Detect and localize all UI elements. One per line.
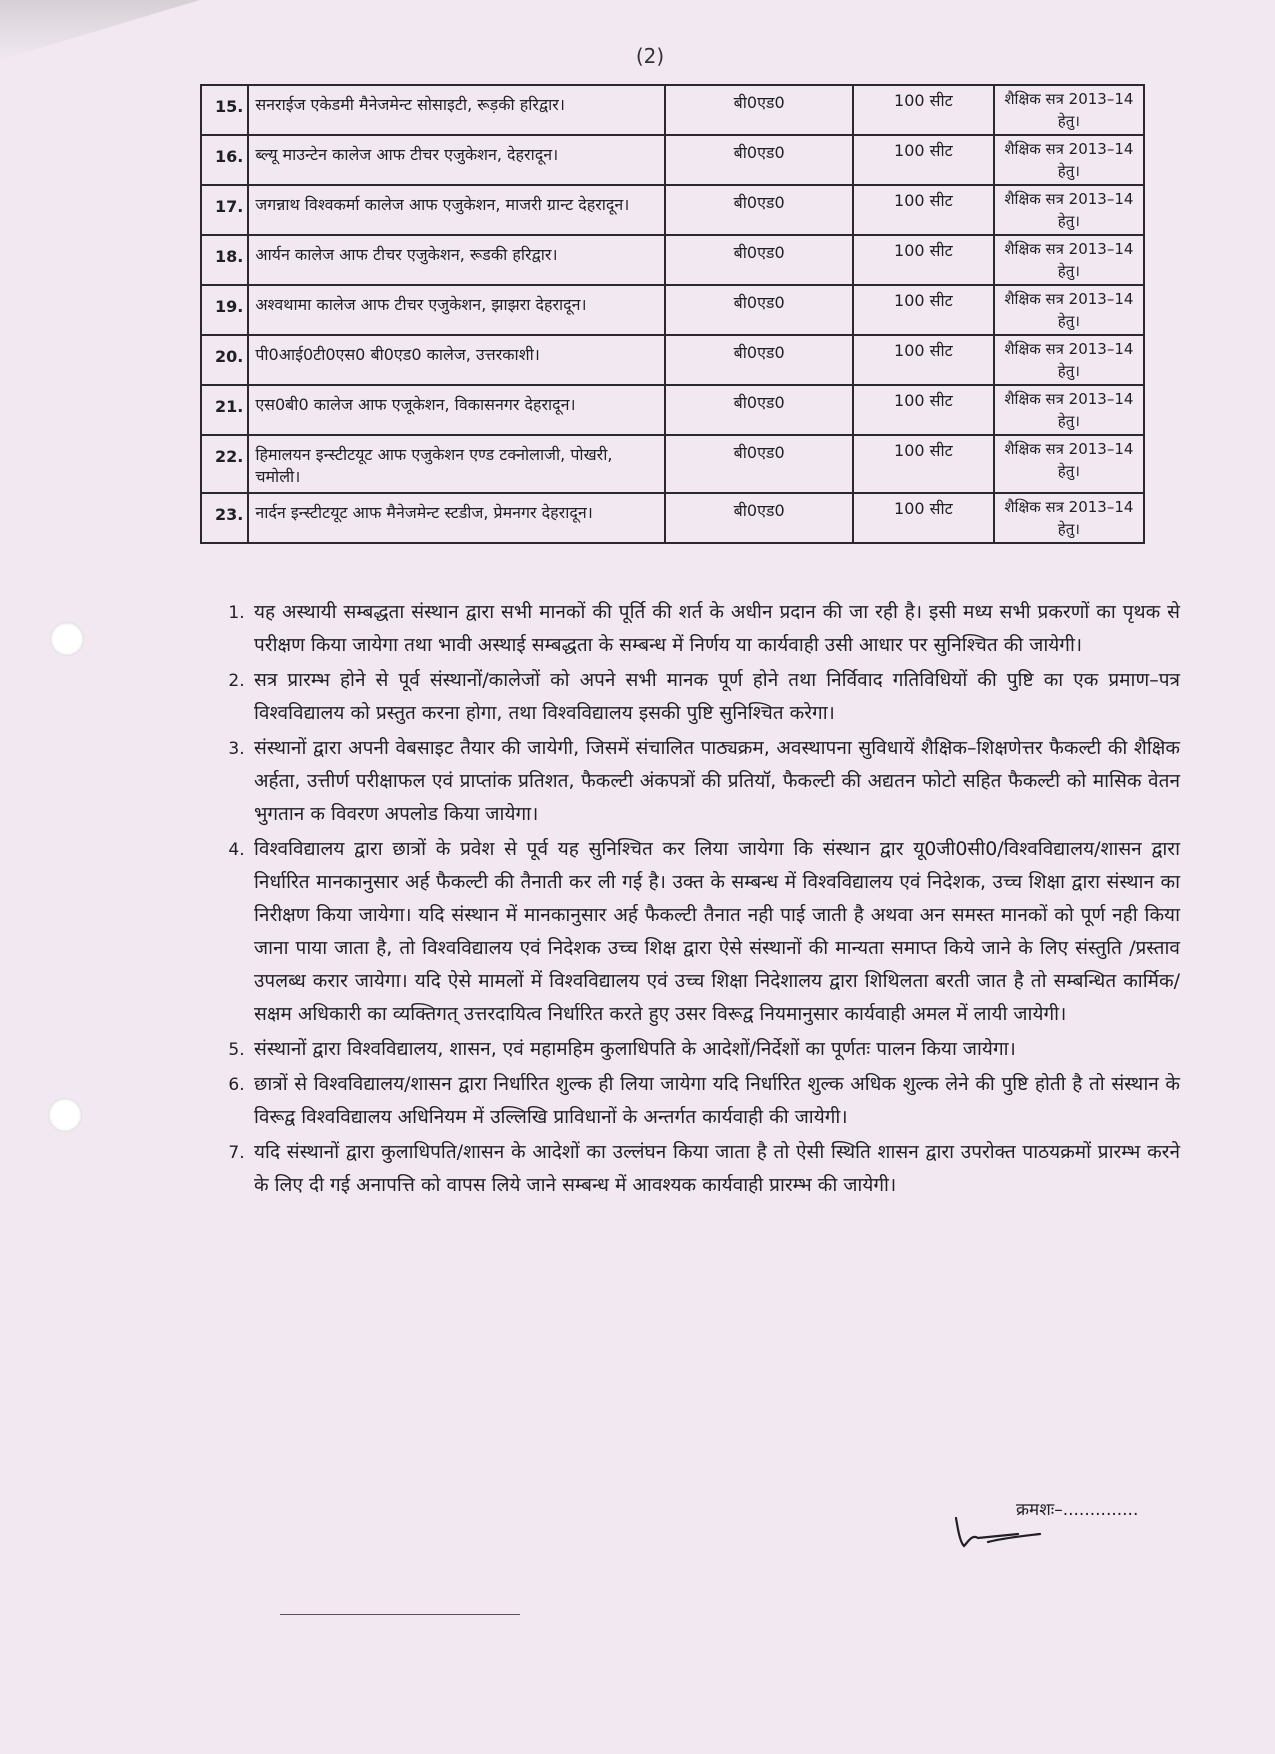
course-name: बी0एड0 — [665, 235, 853, 285]
continued-marker: क्रमशः–.............. — [1016, 1500, 1139, 1520]
row-number: 20. — [201, 335, 248, 385]
college-name: आर्यन कालेज आफ टीचर एजुकेशन, रूडकी हरिद्वार। — [248, 235, 665, 285]
condition-item: 7. यदि संस्थानों द्वारा कुलाधिपति/शासन के आदेशों का उल्लंघन किया जाता है तो ऐसी स्थिति शासन द्वारा उपरोक्त पाठयक्रमों प्रारम्भ करने के लिए दी गई अनापत्ति को वापस लिये जाने सम्बन्ध में आवश्यक कार्यवाही प्रारम्भ की जायेगी। — [250, 1136, 1180, 1202]
college-name: एस0बी0 कालेज आफ एजूकेशन, विकासनगर देहरादून। — [248, 385, 665, 435]
academic-session: शैक्षिक सत्र 2013–14 हेतु। — [994, 185, 1144, 235]
academic-session: शैक्षिक सत्र 2013–14 हेतु। — [994, 135, 1144, 185]
seat-count: 100 सीट — [853, 285, 994, 335]
seat-count: 100 सीट — [853, 335, 994, 385]
seat-count: 100 सीट — [853, 85, 994, 135]
college-name: नार्दन इन्स्टीटयूट आफ मैनेजमेन्ट स्टडीज, प्रेमनगर देहरादून। — [248, 493, 665, 543]
condition-item: 6. छात्रों से विश्वविद्यालय/शासन द्वारा निर्धारित शुल्क ही लिया जायेगा यदि निर्धारित शुल्क अधिक शुल्क लेने की पुष्टि होती है तो संस्थान के विरूद्व विश्वविद्यालय अधिनियम में उल्लिखि प्राविधानों के अन्तर्गत कार्यवाही की जायेगी। — [250, 1068, 1180, 1134]
course-name: बी0एड0 — [665, 435, 853, 493]
row-number: 15. — [201, 85, 248, 135]
table-row — [201, 435, 1144, 493]
seat-count: 100 सीट — [853, 385, 994, 435]
course-name: बी0एड0 — [665, 185, 853, 235]
academic-session: शैक्षिक सत्र 2013–14 हेतु। — [994, 493, 1144, 543]
academic-session: शैक्षिक सत्र 2013–14 हेतु। — [994, 385, 1144, 435]
course-name: बी0एड0 — [665, 385, 853, 435]
colleges-table — [200, 84, 1145, 544]
seat-count: 100 सीट — [853, 185, 994, 235]
condition-item: 5. संस्थानों द्वारा विश्वविद्यालय, शासन, एवं महामहिम कुलाधिपति के आदेशों/निर्देशों का पूर्णतः पालन किया जायेगा। — [250, 1033, 1180, 1066]
page-number: (2) — [635, 44, 665, 68]
seat-count: 100 सीट — [853, 435, 994, 493]
table-row — [201, 135, 1144, 185]
course-name: बी0एड0 — [665, 285, 853, 335]
scan-edge-shadow — [0, 0, 200, 60]
seat-count: 100 सीट — [853, 235, 994, 285]
table-row — [201, 235, 1144, 285]
college-name: अश्वथामा कालेज आफ टीचर एजुकेशन, झाझरा देहरादून। — [248, 285, 665, 335]
college-name: सनराईज एकेडमी मैनेजमेन्ट सोसाइटी, रूड़की हरिद्वार। — [248, 85, 665, 135]
row-number: 16. — [201, 135, 248, 185]
college-name: जगन्नाथ विश्वकर्मा कालेज आफ एजुकेशन, माजरी ग्रान्ट देहरादून। — [248, 185, 665, 235]
signature — [948, 1512, 1048, 1552]
colleges-table-body — [201, 85, 1144, 543]
course-name: बी0एड0 — [665, 85, 853, 135]
course-name: बी0एड0 — [665, 135, 853, 185]
academic-session: शैक्षिक सत्र 2013–14 हेतु। — [994, 85, 1144, 135]
table-row — [201, 285, 1144, 335]
footer-rule — [280, 1614, 520, 1615]
punch-hole-top — [50, 622, 84, 656]
college-name: ब्ल्यू माउन्टेन कालेज आफ टीचर एजुकेशन, देहरादून। — [248, 135, 665, 185]
table-row — [201, 493, 1144, 543]
row-number: 18. — [201, 235, 248, 285]
condition-item: 4. विश्वविद्यालय द्वारा छात्रों के प्रवेश से पूर्व यह सुनिश्चित कर लिया जायेगा कि संस्थान द्वार यू0जी0सी0/विश्वविद्यालय/शासन द्वारा निर्धारित मानकानुसार अर्ह फैकल्टी की तैनाती कर ली गई है। उक्त के सम्बन्ध में विश्वविद्यालय एवं निदेशक, उच्च शिक्षा द्वारा संस्थान का निरीक्षण किया जायेगा। यदि संस्थान में मानकानुसार अर्ह फैकल्टी तैनात नही पाई जाती है अथवा अन समस्त मानकों को पूर्ण नही किया जाना पाया जाता है, तो विश्वविद्यालय एवं निदेशक उच्च शिक्ष द्वारा ऐसे संस्थानों की मान्यता समाप्त किये जाने के लिए संस्तुति /प्रस्ताव उपलब्ध करार जायेगा। यदि ऐसे मामलों में विश्वविद्यालय एवं उच्च शिक्षा निदेशालय द्वारा शिथिलता बरती जात है तो सम्बन्धित कार्मिक/सक्षम अधिकारी का व्यक्तिगत् उत्तरदायित्व निर्धारित करते हुए उसर विरूद्व नियमानुसार कार्यवाही अमल में लायी जायेगी। — [250, 833, 1180, 1031]
condition-item: 2. सत्र प्रारम्भ होने से पूर्व संस्थानों/कालेजों को अपने सभी मानक पूर्ण होने तथा निर्विवाद गतिविधियों की पुष्टि का एक प्रमाण–पत्र विश्वविद्यालय को प्रस्तुत करना होगा, तथा विश्वविद्यालय इसकी पुष्टि सुनिश्चित करेगा। — [250, 664, 1180, 730]
table-row — [201, 85, 1144, 135]
row-number: 22. — [201, 435, 248, 493]
punch-hole-bottom — [48, 1098, 82, 1132]
row-number: 17. — [201, 185, 248, 235]
seat-count: 100 सीट — [853, 493, 994, 543]
table-row — [201, 185, 1144, 235]
seat-count: 100 सीट — [853, 135, 994, 185]
table-row — [201, 385, 1144, 435]
college-name: हिमालयन इन्स्टीटयूट आफ एजुकेशन एण्ड टक्नोलाजी, पोखरी, चमोली। — [248, 435, 665, 493]
academic-session: शैक्षिक सत्र 2013–14 हेतु। — [994, 435, 1144, 493]
row-number: 23. — [201, 493, 248, 543]
row-number: 21. — [201, 385, 248, 435]
row-number: 19. — [201, 285, 248, 335]
condition-item: 3. संस्थानों द्वारा अपनी वेबसाइट तैयार की जायेगी, जिसमें संचालित पाठ्यक्रम, अवस्थापना सुविधायें शैक्षिक–शिक्षणेत्तर फैकल्टी की शैक्षिक अर्हता, उत्तीर्ण परीक्षाफल एवं प्राप्तांक प्रतिशत, फैकल्टी अंकपत्रों की प्रतियॉ, फैकल्टी की अद्यतन फोटो सहित फैकल्टी को मासिक वेतन भुगतान क विवरण अपलोड किया जायेगा। — [250, 732, 1180, 831]
condition-item: 1. यह अस्थायी सम्बद्धता संस्थान द्वारा सभी मानकों की पूर्ति की शर्त के अधीन प्रदान की जा रही है। इसी मध्य सभी प्रकरणों का पृथक से परीक्षण किया जायेगा तथा भावी अस्थाई सम्बद्धता के सम्बन्ध में निर्णय या कार्यवाही उसी आधार पर सुनिश्चित की जायेगी। — [250, 596, 1180, 662]
college-name: पी0आई0टी0एस0 बी0एड0 कालेज, उत्तरकाशी। — [248, 335, 665, 385]
table-row — [201, 335, 1144, 385]
course-name: बी0एड0 — [665, 493, 853, 543]
academic-session: शैक्षिक सत्र 2013–14 हेतु। — [994, 285, 1144, 335]
academic-session: शैक्षिक सत्र 2013–14 हेतु। — [994, 235, 1144, 285]
conditions-list — [214, 596, 1180, 1204]
course-name: बी0एड0 — [665, 335, 853, 385]
academic-session: शैक्षिक सत्र 2013–14 हेतु। — [994, 335, 1144, 385]
